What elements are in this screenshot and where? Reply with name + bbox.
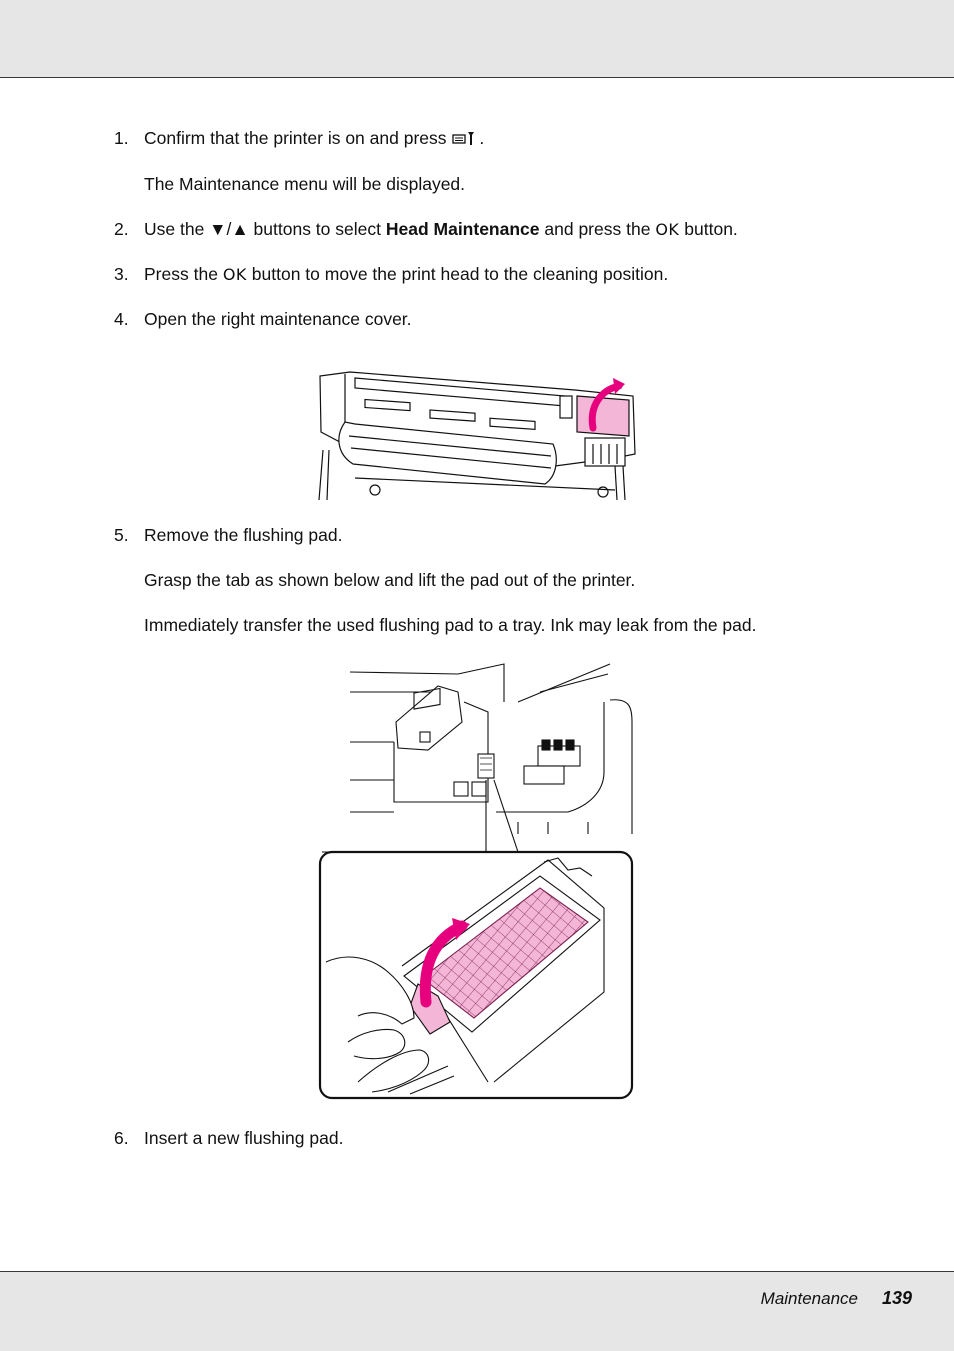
paragraph-menu-displayed: The Maintenance menu will be displayed. xyxy=(144,174,466,194)
page-footer-band xyxy=(0,1271,954,1351)
footer-section-title: Maintenance xyxy=(760,1289,858,1308)
step-number: 5. xyxy=(114,525,129,545)
ok-button-glyph: OK xyxy=(655,220,680,239)
page-number: 139 xyxy=(881,1288,912,1308)
step-text: Press the OK button to move the print head to the cleaning position. xyxy=(144,264,669,284)
printer-open-cover-illustration xyxy=(315,366,640,500)
page-header-band xyxy=(0,0,954,78)
flushing-pad-removal-illustration xyxy=(318,662,636,1102)
menu-item-name: Head Maintenance xyxy=(385,219,540,239)
step-text: Open the right maintenance cover. xyxy=(144,309,412,329)
step-number: 2. xyxy=(114,219,129,239)
step-number: 6. xyxy=(114,1128,129,1148)
step-number: 1. xyxy=(114,128,129,148)
step-text: Use the ▼/▲ buttons to select Head Maintenance and press the OK button. xyxy=(144,219,738,239)
paragraph-grasp-tab: Grasp the tab as shown below and lift the pad out of the printer. xyxy=(144,570,636,590)
ok-button-glyph: OK xyxy=(222,265,247,284)
step-text: Remove the flushing pad. xyxy=(144,525,343,545)
step-text: Insert a new flushing pad. xyxy=(144,1128,344,1148)
step-number: 3. xyxy=(114,264,129,284)
paragraph-transfer-pad: Immediately transfer the used flushing pad to a tray. Ink may leak from the pad. xyxy=(144,615,757,635)
step-text: Confirm that the printer is on and press . xyxy=(144,128,485,148)
menu-wrench-icon xyxy=(451,130,479,146)
step-number: 4. xyxy=(114,309,129,329)
